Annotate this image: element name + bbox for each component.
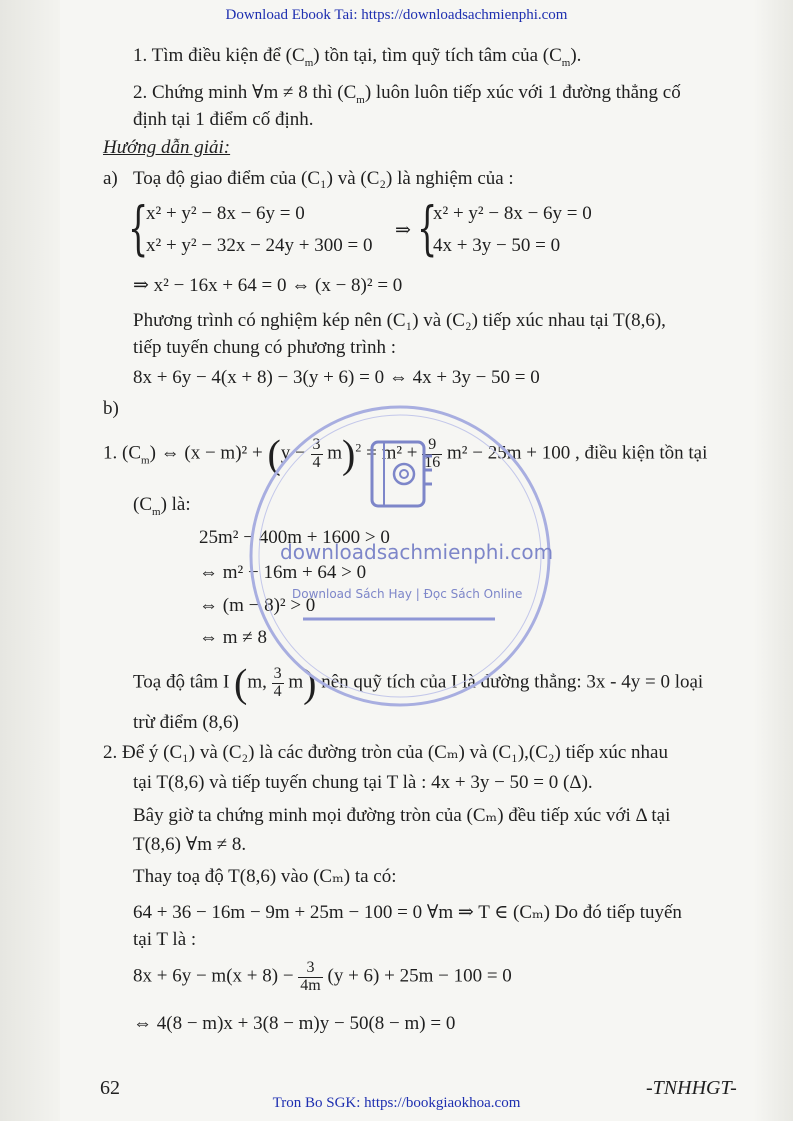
system-1-eq-1: x² + y² − 8x − 6y = 0 (146, 203, 305, 224)
inequality-3: ⇔ (m − 8)² > 0 (199, 595, 316, 616)
b1-condition-label: $(C_m)$ là: (133, 494, 191, 518)
b2-tangent-equation: 8x + 6y − m(x + 8) − $\frac{3}{4m}$ (y + 6) + 25m − 100 = 0 (133, 959, 512, 994)
inequality-2: ⇔ m² − 16m + 64 > 0 (199, 562, 367, 583)
b2-line-5: Thay toạ độ T(8,6) vào (Cₘ) ta có: (133, 866, 397, 887)
b2-line-6: 64 + 36 − 16m − 9m + 25m − 100 = 0 ∀m ⇒ T ∈ (Cₘ) Do đó tiếp tuyến (133, 902, 682, 923)
b2-line-3: Bây giờ ta chứng minh mọi đường tròn của (Cₘ) đều tiếp xúc với Δ tại (133, 805, 671, 826)
inequality-4: ⇔ m ≠ 8 (199, 627, 267, 648)
page-shadow-left (0, 0, 60, 1121)
center-locus-cont: trừ điểm (8,6) (133, 712, 239, 733)
footer-download-link[interactable]: Tron Bo SGK: https://bookgiaokhoa.com (272, 1095, 521, 1111)
part-a-equation: ⇒ x² − 16x + 64 = 0 ⇔ (x − 8)² = 0 (133, 275, 403, 296)
page-shadow-right (753, 0, 793, 1121)
center-locus-line: Toạ độ tâm I (m, $\frac{3}{4}$ m) nên quỹ tích của I là đường thẳng: 3x - 4y = 0 loại (133, 660, 704, 706)
b2-final-equation: ⇔ 4(8 − m)x + 3(8 − m)y − 50(8 − m) = 0 (133, 1013, 456, 1034)
b2-line-7: tại T là : (133, 929, 197, 950)
fraction-three-quarters: $\frac{3}{4}$ (312, 436, 321, 471)
part-b-label: b) (103, 398, 119, 419)
book-icon (372, 442, 432, 506)
part-a-intro: Toạ độ giao điểm của (C₁) và (C₂) là nghiệm của : (133, 168, 514, 189)
series-label: -TNHHGT- (646, 1077, 737, 1099)
b1-circle-equation: 1. $(C_m)$ ⇔ (x − m)² + (y − $\frac{3}{4}$ m)$^2$ = m² + $\frac{9}{16}$ m² − 25m + 100 , điều kiện tồn tại (103, 431, 708, 477)
inequality-1: 25m² − 400m + 1600 > 0 (199, 527, 390, 548)
problem-item-2: 2. Chứng minh ∀m ≠ 8 thì $(C_m)$ luôn luôn tiếp xúc với 1 đường thẳng cố (133, 82, 681, 106)
page-number: 62 (100, 1077, 120, 1099)
problem-item-2-cont: định tại 1 điểm cố định. (133, 109, 314, 130)
implies-arrow: ⇒ (395, 220, 411, 241)
part-a-text-2: tiếp tuyến chung có phương trình : (133, 337, 397, 358)
header-download-link[interactable]: Download Ebook Tai: https://downloadsachmienphi.com (225, 7, 568, 23)
part-a-text-1: Phương trình có nghiệm kép nên (C₁) và (C₂) tiếp xúc nhau tại T(8,6), (133, 310, 666, 331)
watermark-tagline: Download Sách Hay | Đọc Sách Online (292, 587, 523, 601)
b2-line-4: T(8,6) ∀m ≠ 8. (133, 834, 247, 855)
problem-item-1: 1. Tìm điều kiện để $(C_m)$ tồn tại, tìm quỹ tích tâm của $(C_m)$. (133, 45, 582, 69)
system-brace-left: { (128, 194, 149, 262)
watermark-site: downloadsachmienphi.com (280, 540, 554, 564)
fraction-three-quarters-center: $\frac{3}{4}$ (273, 665, 282, 700)
b2-line-1: 2. Để ý (C₁) và (C₂) là các đường tròn của (Cₘ) và (C₁),(C₂) tiếp xúc nhau (103, 742, 668, 763)
system-2-eq-1: x² + y² − 8x − 6y = 0 (433, 203, 592, 224)
solution-heading: Hướng dẫn giải: (103, 137, 231, 158)
b2-line-2: tại T(8,6) và tiếp tuyến chung tại T là : 4x + 3y − 50 = 0 (Δ). (133, 772, 593, 793)
fraction-nine-sixteenths: $\frac{9}{16}$ (424, 436, 441, 471)
system-brace-right: { (417, 194, 438, 262)
fraction-three-over-4m: $\frac{3}{4m}$ (300, 959, 321, 994)
system-2-eq-2: 4x + 3y − 50 = 0 (433, 235, 561, 256)
part-a-tangent: 8x + 6y − 4(x + 8) − 3(y + 6) = 0 ⇔ 4x + 3y − 50 = 0 (133, 367, 540, 388)
part-a-label: a) (103, 168, 118, 189)
system-1-eq-2: x² + y² − 32x − 24y + 300 = 0 (146, 235, 373, 256)
